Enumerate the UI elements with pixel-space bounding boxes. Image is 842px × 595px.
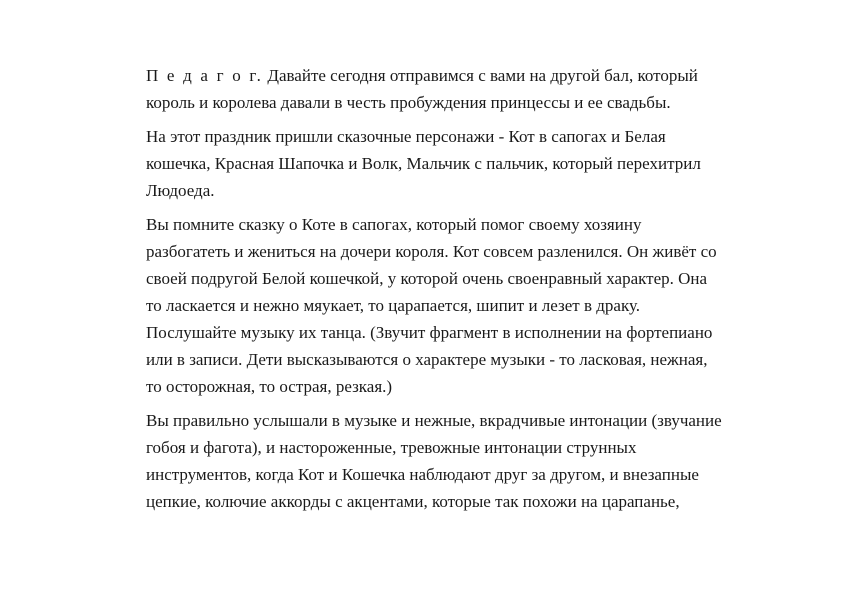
text-line: своей подругой Белой кошечкой, у которой очень своенравный характер. Она xyxy=(146,269,708,288)
paragraph-4 xyxy=(146,407,726,515)
text-line: кошечка, Красная Шапочка и Волк, Мальчик с пальчик, который перехитрил xyxy=(146,154,701,173)
text-line: Вы правильно услышали в музыке и нежные, вкрадчивые интонации (звучание xyxy=(146,411,722,430)
text-line xyxy=(146,62,726,89)
text-line: король и королева давали в честь пробуждения принцессы и ее свадьбы. xyxy=(146,93,671,112)
document-body xyxy=(146,62,726,522)
text-line: Послушайте музыку их танца. (Звучит фрагмент в исполнении на фортепиано xyxy=(146,323,713,342)
text-line: На этот праздник пришли сказочные персонажи - Кот в сапогах и Белая xyxy=(146,127,666,146)
text-line: гобоя и фагота), и настороженные, тревожные интонации струнных xyxy=(146,438,637,457)
speaker-label: П е д а г о г. xyxy=(146,66,264,85)
text-line: инструментов, когда Кот и Кошечка наблюдают друг за другом, и внезапные xyxy=(146,465,699,484)
text-line: то осторожная, то острая, резкая.) xyxy=(146,377,393,396)
text-line: или в записи. Дети высказываются о характере музыки - то ласковая, нежная, xyxy=(146,350,708,369)
paragraph-3 xyxy=(146,211,726,400)
text-line: Вы помните сказку о Коте в сапогах, который помог своему хозяину xyxy=(146,215,642,234)
text-line: разбогатеть и жениться на дочери короля. Кот совсем разленился. Он живёт со xyxy=(146,242,717,261)
paragraph-1 xyxy=(146,62,726,116)
paragraph-2 xyxy=(146,123,726,204)
text-line-content: Давайте сегодня отправимся с вами на другой бал, который xyxy=(263,66,698,85)
text-line: цепкие, колючие аккорды с акцентами, которые так похожи на царапанье, xyxy=(146,492,680,511)
text-line: Людоеда. xyxy=(146,181,215,200)
text-line: то ласкается и нежно мяукает, то царапается, шипит и лезет в драку. xyxy=(146,296,641,315)
